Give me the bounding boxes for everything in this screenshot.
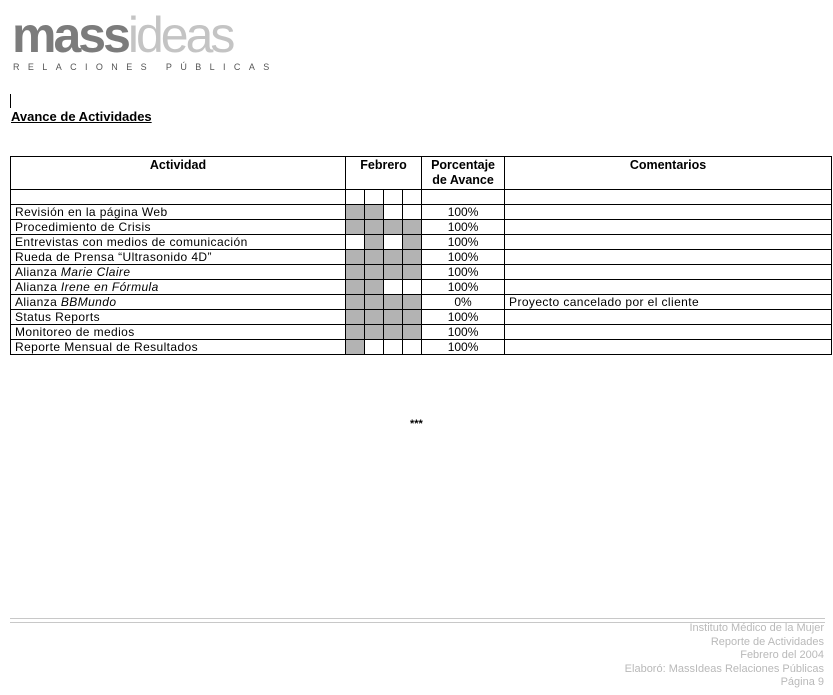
week-2-cell <box>365 205 384 220</box>
activity-text: Rueda de Prensa “Ultrasonido 4D” <box>15 250 212 264</box>
week-3-cell <box>384 295 403 310</box>
spacer-row <box>11 190 832 205</box>
table-row <box>11 265 832 280</box>
activities-table <box>10 156 832 355</box>
week-3-cell <box>384 220 403 235</box>
header-activity: Actividad <box>11 157 346 190</box>
week-3-cell <box>384 325 403 340</box>
company-logo <box>12 7 278 72</box>
week-1-cell <box>346 235 365 250</box>
table-row <box>11 205 832 220</box>
week-1-cell <box>346 220 365 235</box>
comment-cell <box>505 220 832 235</box>
logo-wordmark <box>12 7 278 63</box>
week-4-cell <box>403 265 422 280</box>
week-1-cell <box>346 295 365 310</box>
percent-cell: 100% <box>422 235 505 250</box>
footer-page-number: Página 9 <box>780 676 824 689</box>
text-cursor <box>10 94 11 108</box>
activity-cell <box>11 325 346 340</box>
week-2-cell <box>365 340 384 355</box>
week-4-cell <box>403 325 422 340</box>
table-row <box>11 310 832 325</box>
footer-report: Reporte de Actividades <box>710 635 824 648</box>
week-1-cell <box>346 280 365 295</box>
activity-text: Alianza <box>15 265 61 279</box>
week-4-cell <box>403 220 422 235</box>
footer-author: Elaboró: MassIdeas Relaciones Públicas <box>624 662 824 675</box>
table-row <box>11 325 832 340</box>
week-1-cell <box>346 340 365 355</box>
percent-cell: 100% <box>422 325 505 340</box>
table-row <box>11 280 832 295</box>
activity-cell <box>11 340 346 355</box>
week-3-cell <box>384 340 403 355</box>
table-row <box>11 295 832 310</box>
week-4-cell <box>403 235 422 250</box>
week-2-cell <box>365 265 384 280</box>
comment-cell <box>505 205 832 220</box>
week-2-cell <box>365 250 384 265</box>
activity-cell <box>11 265 346 280</box>
percent-cell: 100% <box>422 205 505 220</box>
activity-text: BBMundo <box>60 295 117 309</box>
week-4-cell <box>403 310 422 325</box>
header-percent <box>422 157 505 190</box>
percent-cell: 100% <box>422 265 505 280</box>
percent-cell: 100% <box>422 340 505 355</box>
activity-text: Revisión en la página Web <box>15 205 168 219</box>
percent-cell: 100% <box>422 280 505 295</box>
header-percent-line2: de Avance <box>432 173 494 187</box>
week-4-cell <box>403 205 422 220</box>
section-separator: *** <box>410 418 423 430</box>
activity-text: Entrevistas con medios de comunicación <box>15 235 248 249</box>
percent-cell: 100% <box>422 310 505 325</box>
header-month: Febrero <box>346 157 422 190</box>
percent-cell: 100% <box>422 220 505 235</box>
document-title: Avance de Actividades <box>11 109 152 124</box>
activity-cell <box>11 280 346 295</box>
table-header-row <box>11 157 832 190</box>
week-3-cell <box>384 250 403 265</box>
logo-ideas: ideas <box>127 7 233 63</box>
comment-cell <box>505 310 832 325</box>
comment-cell <box>505 235 832 250</box>
week-4-cell <box>403 295 422 310</box>
week-2-cell <box>365 280 384 295</box>
activity-text: Alianza <box>15 280 61 294</box>
activity-cell <box>11 250 346 265</box>
week-2-cell <box>365 235 384 250</box>
footer-client: Instituto Médico de la Mujer <box>689 622 824 634</box>
week-1-cell <box>346 205 365 220</box>
logo-tagline: RELACIONES PÚBLICAS <box>13 62 278 72</box>
comment-cell <box>505 280 832 295</box>
activity-cell <box>11 295 346 310</box>
week-4-cell <box>403 250 422 265</box>
header-comments: Comentarios <box>505 157 832 190</box>
week-4-cell <box>403 340 422 355</box>
percent-cell: 100% <box>422 250 505 265</box>
table-row <box>11 250 832 265</box>
activities-body <box>11 205 832 355</box>
comment-cell <box>505 265 832 280</box>
activity-text: Monitoreo de medios <box>15 325 135 339</box>
week-2-cell <box>365 220 384 235</box>
week-3-cell <box>384 280 403 295</box>
activity-cell <box>11 310 346 325</box>
comment-cell <box>505 325 832 340</box>
comment-cell <box>505 250 832 265</box>
week-3-cell <box>384 205 403 220</box>
activity-text: Reporte Mensual de Resultados <box>15 340 199 354</box>
comment-cell: Proyecto cancelado por el cliente <box>505 295 832 310</box>
percent-cell: 0% <box>422 295 505 310</box>
week-1-cell <box>346 310 365 325</box>
week-1-cell <box>346 250 365 265</box>
activity-cell <box>11 235 346 250</box>
table-row <box>11 235 832 250</box>
activity-text: Irene en Fórmula <box>60 280 159 294</box>
week-3-cell <box>384 235 403 250</box>
week-1-cell <box>346 325 365 340</box>
activity-text: Marie Claire <box>60 265 131 279</box>
header-percent-line1: Porcentaje <box>431 158 495 172</box>
page-footer <box>625 622 824 690</box>
week-2-cell <box>365 325 384 340</box>
activity-text: Alianza <box>15 295 61 309</box>
week-3-cell <box>384 265 403 280</box>
comment-cell <box>505 340 832 355</box>
week-4-cell <box>403 280 422 295</box>
week-2-cell <box>365 295 384 310</box>
week-1-cell <box>346 265 365 280</box>
logo-mass: mass <box>12 7 128 63</box>
week-3-cell <box>384 310 403 325</box>
activity-text: Procedimiento de Crisis <box>15 220 151 234</box>
table-row <box>11 220 832 235</box>
activity-cell <box>11 205 346 220</box>
week-2-cell <box>365 310 384 325</box>
activity-cell <box>11 220 346 235</box>
footer-date: Febrero del 2004 <box>740 649 824 662</box>
table-row <box>11 340 832 355</box>
activity-text: Status Reports <box>15 310 100 324</box>
